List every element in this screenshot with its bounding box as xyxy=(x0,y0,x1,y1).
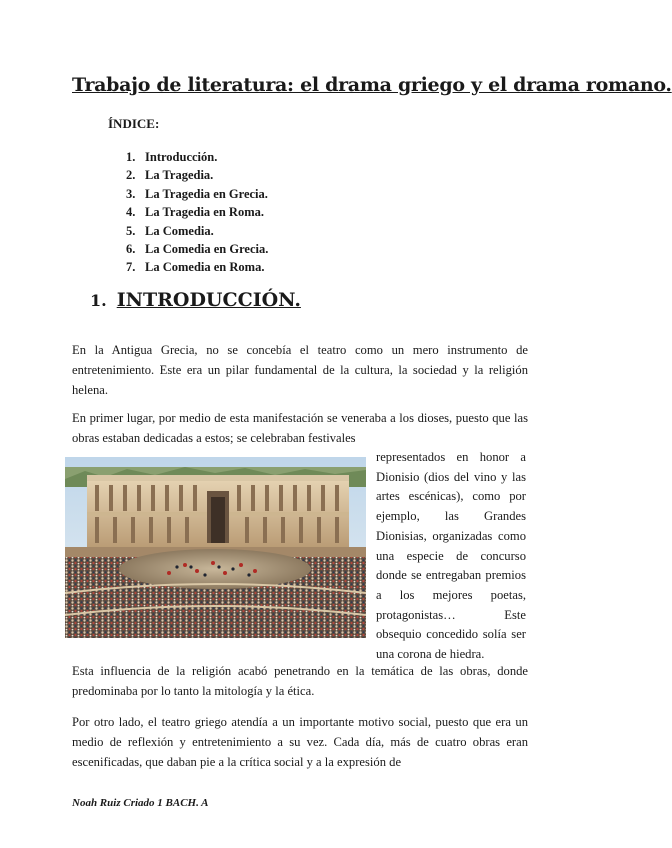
toc-item-label: La Tragedia. xyxy=(145,168,214,183)
toc-item xyxy=(126,148,268,166)
toc-item-number: 6. xyxy=(126,241,136,256)
toc-item xyxy=(126,185,268,203)
paragraph-religion: Esta influencia de la religión acabó penetrando en la temática de las obras, donde predominaba por lo tanto la mitología y la ética. xyxy=(72,664,528,698)
toc-item xyxy=(126,222,268,240)
toc-item-number: 4. xyxy=(126,205,136,220)
toc-item xyxy=(126,240,268,258)
toc-item-label: La Comedia. xyxy=(145,223,214,238)
toc-item-number: 3. xyxy=(126,186,136,201)
toc-item-number: 7. xyxy=(126,260,136,275)
index-label: ÍNDICE: xyxy=(108,116,160,131)
paragraph-dionysia: representados en honor a Dionisio (dios del vino y las artes escénicas), como por ejemplo, las Grandes Dionisias, organizadas como una especie de concurso donde se entregaban premios a los mejores poetas, protagonistas… Este obsequio concedido solía ser una corona de hiedra. xyxy=(376,450,526,662)
page-footer: Noah Ruiz Criado 1 BACH. A xyxy=(72,797,209,809)
section-title: INTRODUCCIÓN. xyxy=(116,289,301,311)
toc-item-number: 1. xyxy=(126,150,136,164)
document-title: Trabajo de literatura: el drama griego y el drama romano. xyxy=(72,74,672,96)
toc-item-number: 2. xyxy=(126,168,136,183)
paragraph-worship: En primer lugar, por medio de esta manifestación se veneraba a los dioses, puesto que las obras estaban dedicadas a estos; se celebraban festivales xyxy=(72,411,528,445)
toc-item-label: La Tragedia en Grecia. xyxy=(145,186,268,201)
paragraph-intro: En la Antigua Grecia, no se concebía el teatro como un mero instrumento de entretenimiento. Este era un pilar fundamental de la cultura, la sociedad y la religión helena. xyxy=(72,343,528,397)
table-of-contents xyxy=(126,148,268,277)
toc-item xyxy=(126,203,268,221)
toc-item-label: Introducción. xyxy=(145,150,218,164)
toc-item xyxy=(126,258,268,276)
toc-item xyxy=(126,166,268,184)
toc-item-label: La Tragedia en Roma. xyxy=(145,205,264,220)
paragraph-social: Por otro lado, el teatro griego atendía a un importante motivo social, puesto que era un medio de reflexión y entretenimiento a su vez. Cada día, más de cuatro obras eran escenificadas, que daban pie a la crítica social y a la expresión de xyxy=(72,715,528,769)
toc-item-label: La Comedia en Roma. xyxy=(145,260,265,275)
section-heading xyxy=(90,289,301,311)
toc-item-label: La Comedia en Grecia. xyxy=(145,241,269,256)
section-number: 1. xyxy=(90,291,107,310)
toc-item-number: 5. xyxy=(126,223,136,238)
roman-theatre-photo xyxy=(65,457,366,638)
